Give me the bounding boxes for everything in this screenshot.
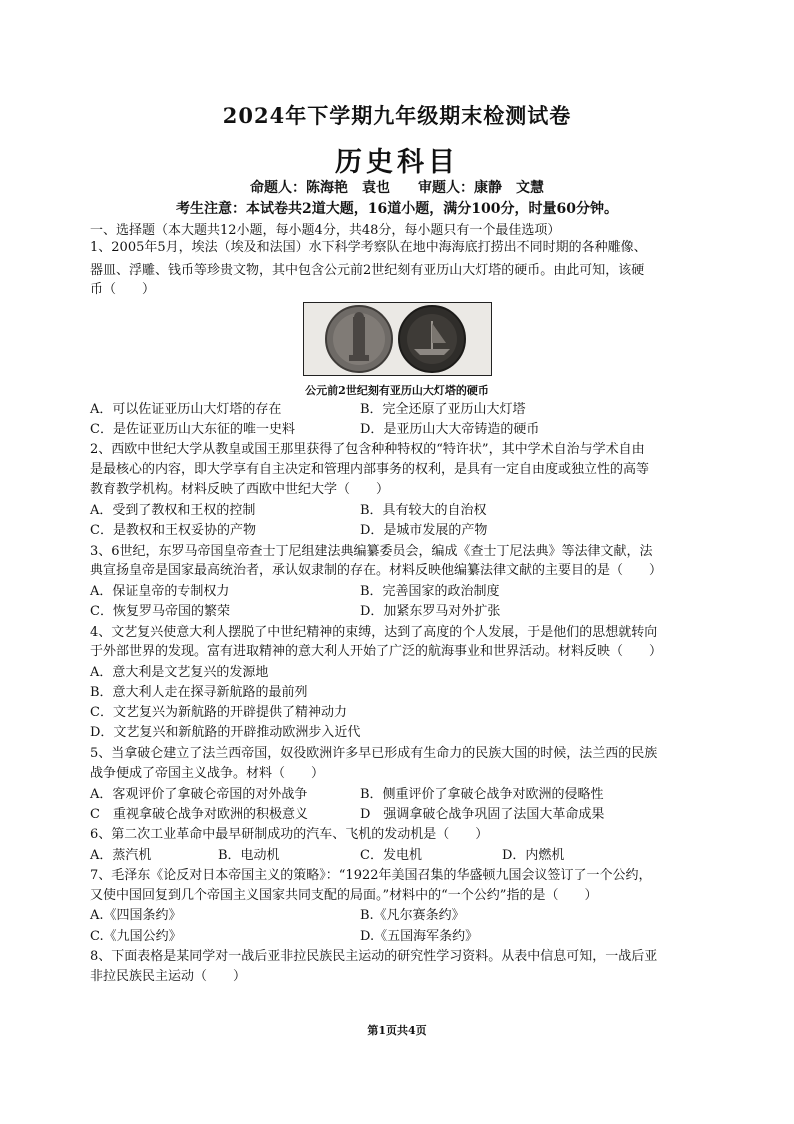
q2-stem-line: 2、西欧中世纪大学从教皇或国王那里获得了包含种种特权的“特许状”，其中学术自治与学术自由 (90, 442, 645, 457)
q1-stem-line: 器皿、浮雕、钱币等珍贵文物，其中包含公元前2世纪刻有亚历山大灯塔的硬币。由此可知，该硬 (90, 263, 645, 278)
q5-option-b[interactable]: B．侧重评价了拿破仑战争对欧洲的侵略性 (360, 787, 604, 802)
q7-option-a[interactable]: A.《四国条约》 (90, 908, 182, 923)
q5-stem-line: 5、当拿破仑建立了法兰西帝国，奴役欧洲许多早已形成有生命力的民族大国的时候，法兰西的民族 (90, 746, 658, 761)
q2-stem-line: 教育教学机构。材料反映了西欧中世纪大学（ ） (90, 482, 390, 497)
q1-option-c[interactable]: C．是佐证亚历山大东征的唯一史料 (90, 422, 295, 437)
q7-option-b[interactable]: B.《凡尔赛条约》 (360, 908, 465, 923)
q1-option-a[interactable]: A．可以佐证亚历山大灯塔的存在 (90, 402, 282, 417)
q4-option-d[interactable]: D．文艺复兴和新航路的开辟推动欧洲步入近代 (90, 725, 361, 740)
q3-option-a[interactable]: A．保证皇帝的专制权力 (90, 584, 230, 599)
q1-stem-line: 1、2005年5月，埃法（埃及和法国）水下科学考察队在地中海海底打捞出不同时期的各种雕像、 (90, 240, 647, 255)
q6-option-c[interactable]: C．发电机 (360, 848, 422, 863)
q2-option-c[interactable]: C．是教权和王权妥协的产物 (90, 523, 256, 538)
q2-option-d[interactable]: D．是城市发展的产物 (360, 523, 488, 538)
q2-stem-line: 是最核心的内容，即大学享有自主决定和管理内部事务的权利，是具有一定自由度或独立性的高等 (90, 462, 650, 477)
candidate-notice: 考生注意：本试卷共2道大题，16道小题，满分100分，时量60分钟。 (176, 201, 618, 217)
coin-photo (303, 302, 492, 376)
q6-option-d[interactable]: D．内燃机 (502, 848, 565, 863)
authors-line: 命题人：陈海艳 袁也 审题人：康静 文慧 (250, 180, 544, 196)
page-footer: 第1页共4页 (367, 1024, 427, 1037)
q7-stem-line: 7、毛泽东《论反对日本帝国主义的策略》：“1922年美国召集的华盛顿九国会议签订了一个公约， (90, 868, 652, 883)
section-heading: 一、选择题（本大题共12小题，每小题4分，共48分，每小题只有一个最佳选项） (90, 223, 561, 238)
q6-stem-line: 6、第二次工业革命中最早研制成功的汽车、飞机的发动机是（ ） (90, 827, 489, 842)
q3-stem-line: 3、6世纪，东罗马帝国皇帝查士丁尼组建法典编纂委员会，编成《查士丁尼法典》等法律文献，法 (90, 544, 653, 559)
q7-option-d[interactable]: D.《五国海军条约》 (360, 929, 479, 944)
q2-option-a[interactable]: A．受到了教权和王权的控制 (90, 503, 256, 518)
q1-option-d[interactable]: D．是亚历山大大帝铸造的硬币 (360, 422, 540, 437)
subject-title: 历史科目 (335, 147, 459, 178)
q5-option-c[interactable]: C 重视拿破仑战争对欧洲的积极意义 (90, 807, 308, 822)
q8-stem-line: 8、下面表格是某同学对一战后亚非拉民族民主运动的研究性学习资料。从表中信息可知，一战后亚 (90, 949, 658, 964)
q1-stem-line: 币（ ） (90, 282, 156, 297)
q3-option-b[interactable]: B．完善国家的政治制度 (360, 584, 500, 599)
q1-option-b[interactable]: B．完全还原了亚历山大灯塔 (360, 402, 526, 417)
q5-option-a[interactable]: A．客观评价了拿破仑帝国的对外战争 (90, 787, 308, 802)
coin-caption: 公元前2世纪刻有亚历山大灯塔的硬币 (305, 384, 489, 397)
q7-stem-line: 又使中国回复到几个帝国主义国家共同支配的局面。”材料中的“一个公约”指的是（ ） (90, 888, 598, 903)
q3-option-d[interactable]: D．加紧东罗马对外扩张 (360, 604, 501, 619)
q5-stem-line: 战争便成了帝国主义战争。材料（ ） (90, 766, 325, 781)
q3-stem-line: 典宣扬皇帝是国家最高统治者，承认奴隶制的存在。材料反映他编纂法律文献的主要目的是（ ） (90, 563, 663, 578)
q4-stem-line: 4、文艺复兴使意大利人摆脱了中世纪精神的束缚，达到了高度的个人发展，于是他们的思想就转向 (90, 625, 658, 640)
q4-option-b[interactable]: B．意大利人走在探寻新航路的最前列 (90, 685, 308, 700)
q6-option-a[interactable]: A．蒸汽机 (90, 848, 152, 863)
q4-stem-line: 于外部世界的发现。富有进取精神的意大利人开始了广泛的航海事业和世界活动。材料反映（ ） (90, 644, 663, 659)
q5-option-d[interactable]: D 强调拿破仑战争巩固了法国大革命成果 (360, 807, 605, 822)
q8-stem-line: 非拉民族民主运动（ ） (90, 969, 247, 984)
q4-option-a[interactable]: A．意大利是文艺复兴的发源地 (90, 665, 269, 680)
q7-option-c[interactable]: C.《九国公约》 (90, 929, 182, 944)
q4-option-c[interactable]: C．文艺复兴为新航路的开辟提供了精神动力 (90, 705, 347, 720)
q6-option-b[interactable]: B．电动机 (218, 848, 280, 863)
q3-option-c[interactable]: C．恢复罗马帝国的繁荣 (90, 604, 230, 619)
q2-option-b[interactable]: B．具有较大的自治权 (360, 503, 487, 518)
exam-title: 2024年下学期九年级期末检测试卷 (222, 103, 572, 128)
